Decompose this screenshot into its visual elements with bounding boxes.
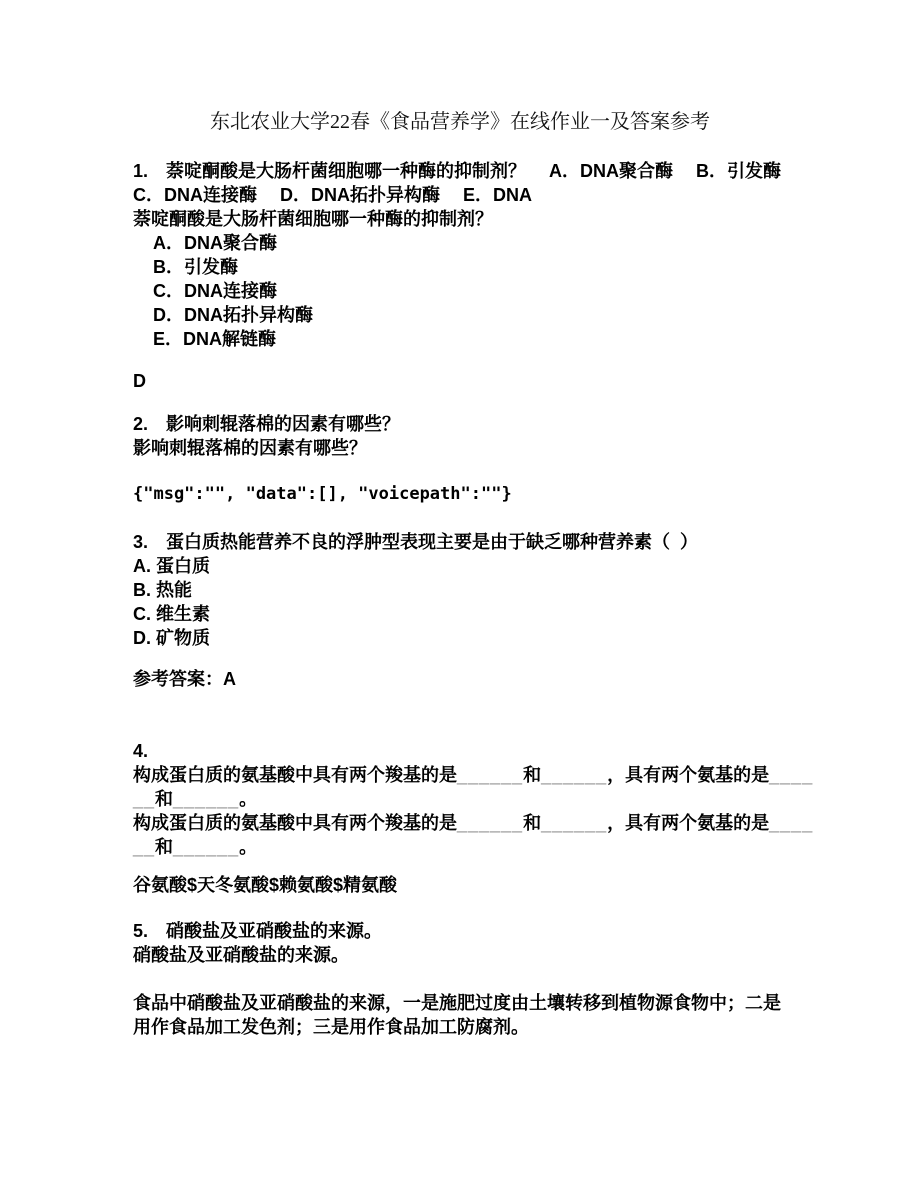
blank-underline: ______ [173, 837, 240, 857]
stem-text: 构成蛋白质的氨基酸中具有两个羧基的是 [133, 813, 457, 833]
question-4-stem-repeat-line-1 [133, 811, 920, 835]
blank-underline: __ [133, 789, 156, 809]
stem-text: 和 [155, 789, 174, 809]
blank-underline: ______ [457, 813, 524, 833]
stem-text: 。 [239, 789, 258, 809]
question-4-stem-line-1 [133, 763, 920, 787]
question-5-answer-line-2: 用作食品加工发色剂；三是用作食品加工防腐剂。 [133, 1017, 529, 1037]
blank-underline: ______ [457, 765, 524, 785]
document-body [0, 159, 920, 1039]
question-2-header: 2. 影响刺辊落棉的因素有哪些？ [133, 414, 401, 434]
blank-underline: ______ [541, 765, 608, 785]
question-1-section [133, 159, 920, 393]
question-4-answer: 谷氨酸$天冬氨酸$赖氨酸$精氨酸 [133, 875, 398, 895]
question-2-answer-json: {"msg":"", "data":[], "voicepath":""} [133, 484, 512, 504]
question-5-header: 5. 硝酸盐及亚硝酸盐的来源。 [133, 921, 383, 941]
question-2-stem: 影响刺辊落棉的因素有哪些？ [133, 438, 367, 458]
question-5-answer-line-1: 食品中硝酸盐及亚硝酸盐的来源，一是施肥过度由土壤转移到植物源食物中；二是 [133, 993, 781, 1013]
question-3-section [133, 530, 920, 691]
blank-underline: ______ [173, 789, 240, 809]
question-1-header-line-1: 1. 萘啶酮酸是大肠杆菌细胞哪一种酶的抑制剂？ A．DNA聚合酶 B．引发酶 [133, 161, 782, 181]
question-3-reference-answer: 参考答案：A [133, 669, 236, 689]
question-1-header-line-2: C．DNA连接酶 D．DNA拓扑异构酶 E．DNA [133, 185, 532, 205]
document-title: 东北农业大学22春《食品营养学》在线作业一及答案参考 [210, 111, 710, 133]
question-4-section [133, 739, 920, 897]
question-1-option-e: E．DNA解链酶 [153, 329, 277, 349]
question-3-option-d: D. 矿物质 [133, 628, 211, 648]
question-1-answer: D [133, 371, 146, 391]
question-4-stem-repeat-line-2 [133, 835, 920, 859]
stem-text: 构成蛋白质的氨基酸中具有两个羧基的是 [133, 765, 457, 785]
question-3-option-a: A. 蛋白质 [133, 556, 211, 576]
stem-text: 和 [155, 837, 174, 857]
stem-text: 和 [523, 813, 542, 833]
question-3-option-b: B. 热能 [133, 580, 193, 600]
question-4-number: 4. [133, 741, 149, 761]
blank-underline: ______ [541, 813, 608, 833]
blank-underline: ____ [769, 765, 814, 785]
question-1-option-d: D．DNA拓扑异构酶 [153, 305, 313, 325]
stem-text: ，具有两个氨基的是 [607, 765, 770, 785]
question-5-section [133, 919, 920, 1039]
question-1-option-a: A．DNA聚合酶 [153, 233, 277, 253]
question-3-option-c: C. 维生素 [133, 604, 211, 624]
blank-underline: __ [133, 837, 156, 857]
blank-underline: ____ [769, 813, 814, 833]
question-1-option-c: C．DNA连接酶 [153, 281, 277, 301]
stem-text: 。 [239, 837, 258, 857]
question-1-stem: 萘啶酮酸是大肠杆菌细胞哪一种酶的抑制剂？ [133, 209, 493, 229]
question-4-stem-line-2 [133, 787, 920, 811]
question-1-option-b: B．引发酶 [153, 257, 238, 277]
question-3-header: 3. 蛋白质热能营养不良的浮肿型表现主要是由于缺乏哪种营养素（ ） [133, 532, 699, 552]
question-2-section [133, 412, 920, 506]
stem-text: ，具有两个氨基的是 [607, 813, 770, 833]
question-5-stem: 硝酸盐及亚硝酸盐的来源。 [133, 945, 349, 965]
stem-text: 和 [523, 765, 542, 785]
